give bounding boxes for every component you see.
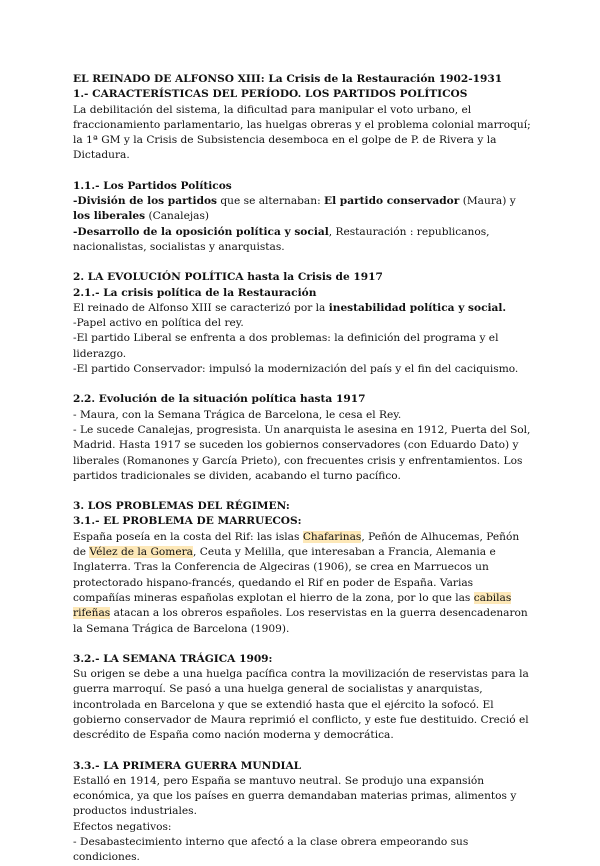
text: , Restauración : republicanos, nacionalistas, socialistas y anarquistas. [73,225,490,253]
bold-text: El partido conservador [324,195,460,208]
section-2-2-line-2: - Le sucede Canalejas, progresista. Un anarquista le asesina en 1912, Puerta del Sol, Madrid. Hasta 1917 se suceden los gobiernos conservadores (con Eduardo Dato) y liberales (Romanones y García Prieto), con frecuentes crisis y enfrentamientos. Los partidos tradicionales se dividen, acabando el turno pacífico. [73,423,531,482]
bold-text: -División de los partidos [73,195,218,208]
section-1-1-line-1 [73,194,533,225]
section-1-heading: 1.- CARACTERÍSTICAS DEL PERÍODO. LOS PARTIDOS POLÍTICOS [73,88,468,101]
document-content [73,72,533,866]
bold-text: -Desarrollo de la oposición política y social [73,225,329,238]
text: , Ceuta y Melilla, que interesaban a Francia, Alemania e Inglaterra. Tras la Conferencia de Algeciras (1906), se crea en Marruecos un protectorado hispano-francés, quedando el Rif en poder de España. Varias compañías mineras españolas explotan el hierro de la zona, por lo que las [73,546,496,604]
section-3-3-heading: 3.3.- LA PRIMERA GUERRA MUNDIAL [73,759,302,772]
section-2-2-line-1: - Maura, con la Semana Trágica de Barcelona, le cesa el Rey. [73,408,402,421]
section-2-1-line-3: -El partido Liberal se enfrenta a dos problemas: la definición del programa y el liderazgo. [73,332,499,360]
text: , Peñón de Alhucemas, Peñón de [73,530,520,559]
section-3-3-body: Estalló en 1914, pero España se mantuvo neutral. Se produjo una expansión económica, ya que los países en guerra demandaban materias primas, alimentos y productos industriales. [73,774,517,818]
spacer [73,377,533,392]
document-title: EL REINADO DE ALFONSO XIII: La Crisis de la Restauración 1902-1931 [73,73,503,85]
text: (Maura) y [459,195,516,208]
section-2-1-line-1 [73,301,533,316]
text: atacan a los obreros españoles. Los reservistas en la guerra desencadenaron la Semana Trágica de Barcelona (1909). [73,607,528,635]
section-3-1-body [73,530,533,637]
text: que se alternaban: [217,195,325,208]
section-3-3-line-3: - Desabastecimiento interno que afectó a la clase obrera empeorando sus condiciones. [73,836,469,864]
section-2-heading: 2. LA EVOLUCIÓN POLÍTICA hasta la Crisis de 1917 [73,271,383,284]
highlighted-text: cabilas rifeñas [73,591,512,620]
section-2-2-heading: 2.2. Evolución de la situación política hasta 1917 [73,393,366,406]
highlighted-text: Chafarinas [302,530,362,543]
bold-text: inestabilidad política y social. [328,301,507,314]
section-2-1-line-2: -Papel activo en política del rey. [73,317,244,330]
section-1-1-line-2 [73,225,533,256]
section-3-3-line-2: Efectos negativos: [73,820,172,833]
section-3-heading: 3. LOS PROBLEMAS DEL RÉGIMEN: [73,500,290,513]
section-2-1-heading: 2.1.- La crisis política de la Restauración [73,286,317,299]
text: España poseía en la costa del Rif: las islas [73,530,303,543]
section-1-body: La debilitación del sistema, la dificultad para manipular el voto urbano, el fraccionamiento parlamentario, las huelgas obreras y el problema colonial marroquí; la 1ª GM y la Crisis de Subsistencia desemboca en el golpe de P. de Rivera y la Dictadura. [73,103,531,162]
text: El reinado de Alfonso XIII se caracterizó por la [73,301,329,314]
spacer [73,484,533,499]
spacer [73,255,533,270]
section-3-2-heading: 3.2.- LA SEMANA TRÁGICA 1909: [73,652,273,665]
bold-text: los liberales [73,210,146,223]
section-3-2-body: Su origen se debe a una huelga pacífica contra la movilización de reservistas para la guerra marroquí. Se pasó a una huelga general de socialistas y anarquistas, incontrolada en Barcelona y que se extendió hasta que el ejército la sofocó. El gobierno conservador de Maura reprimió el conflicto, y este fue destituido. Creció el descrédito de España como nación moderna y democrática. [73,668,529,742]
section-1-1-heading: 1.1.- Los Partidos Políticos [73,179,232,192]
text: (Canalejas) [145,210,210,223]
spacer [73,164,533,179]
spacer [73,637,533,652]
section-3-1-heading: 3.1.- EL PROBLEMA DE MARRUECOS: [73,515,302,528]
spacer [73,744,533,759]
highlighted-text: Vélez de la Gomera [89,546,194,559]
section-2-1-line-4: -El partido Conservador: impulsó la modernización del país y el fin del caciquismo. [73,363,519,376]
